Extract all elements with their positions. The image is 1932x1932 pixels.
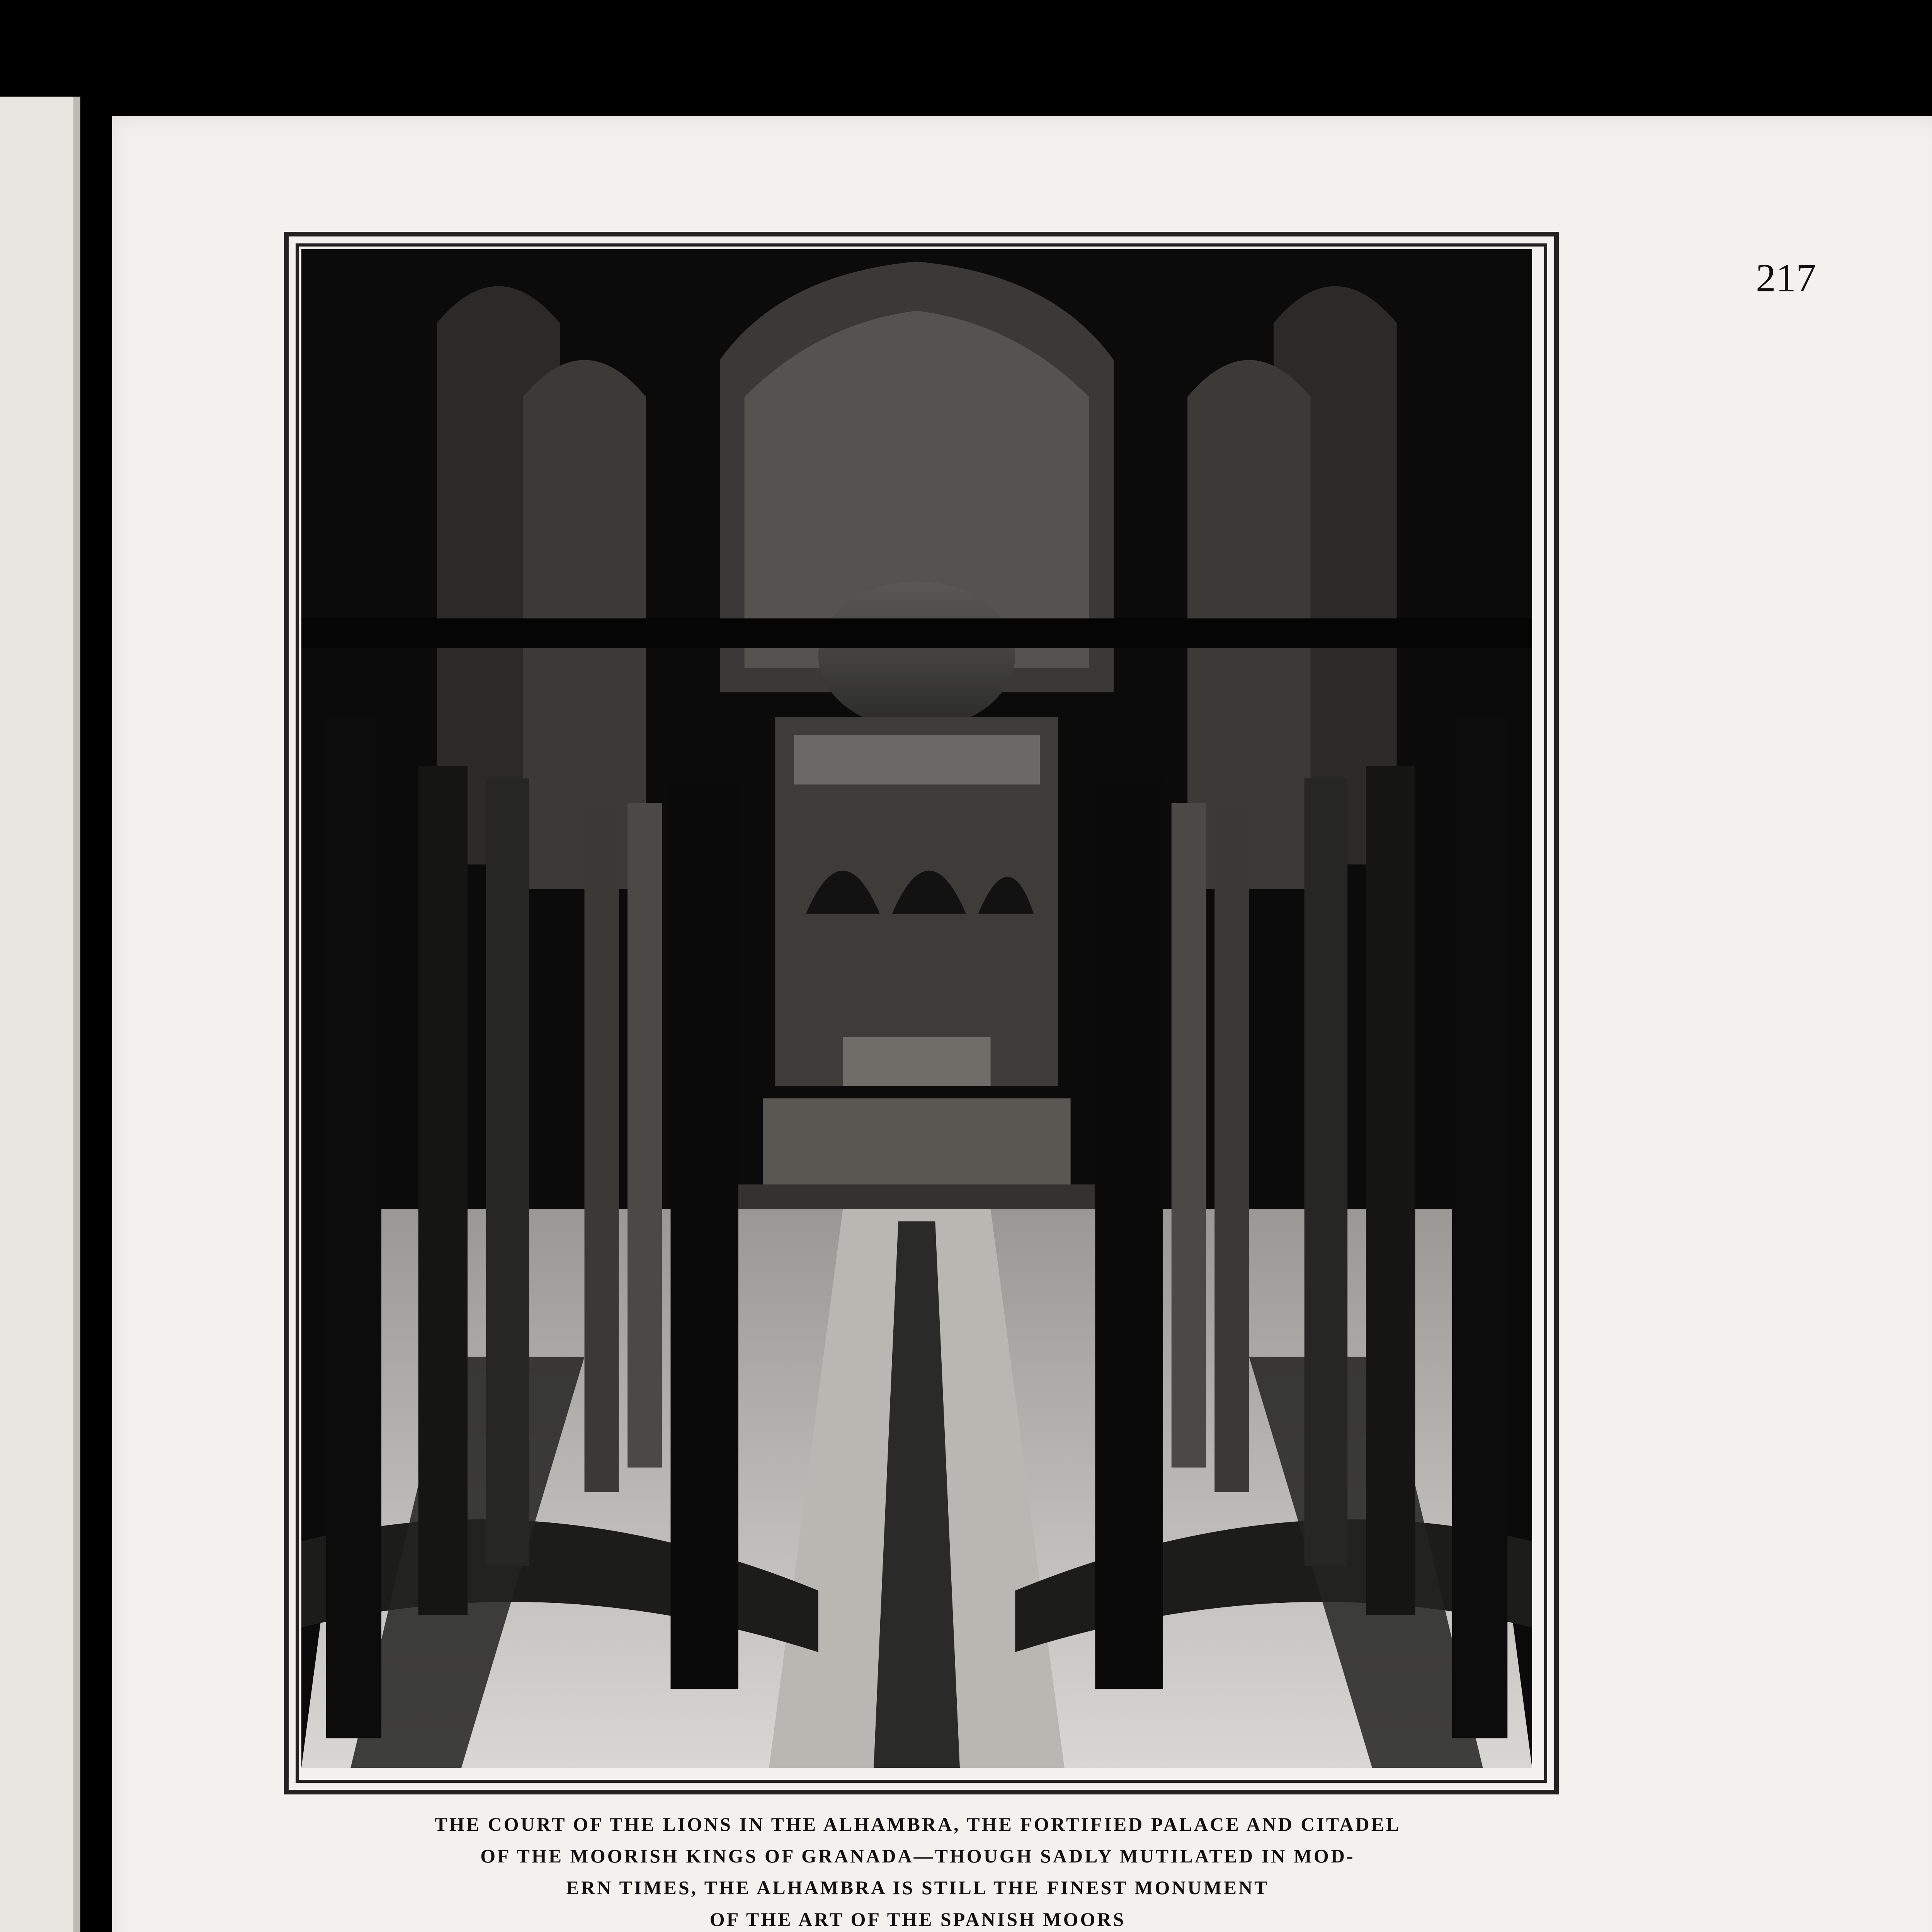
caption-line: OF THE MOORISH KINGS OF GRANADA—THOUGH SADLY MUTILATED IN MOD- — [480, 1845, 1355, 1867]
left-page-edge — [0, 97, 80, 1932]
caption-line: ERN TIMES, THE ALHAMBRA IS STILL THE FINEST MONUMENT — [566, 1877, 1269, 1898]
photograph-illustration — [301, 249, 1532, 1768]
court-of-lions-photograph — [301, 249, 1532, 1768]
page-number: 217 — [1756, 256, 1816, 300]
figure-caption — [270, 1808, 1565, 1932]
caption-line: THE COURT OF THE LIONS IN THE ALHAMBRA, THE FORTIFIED PALACE AND CITADEL — [434, 1813, 1401, 1835]
caption-line: OF THE ART OF THE SPANISH MOORS — [709, 1908, 1126, 1930]
